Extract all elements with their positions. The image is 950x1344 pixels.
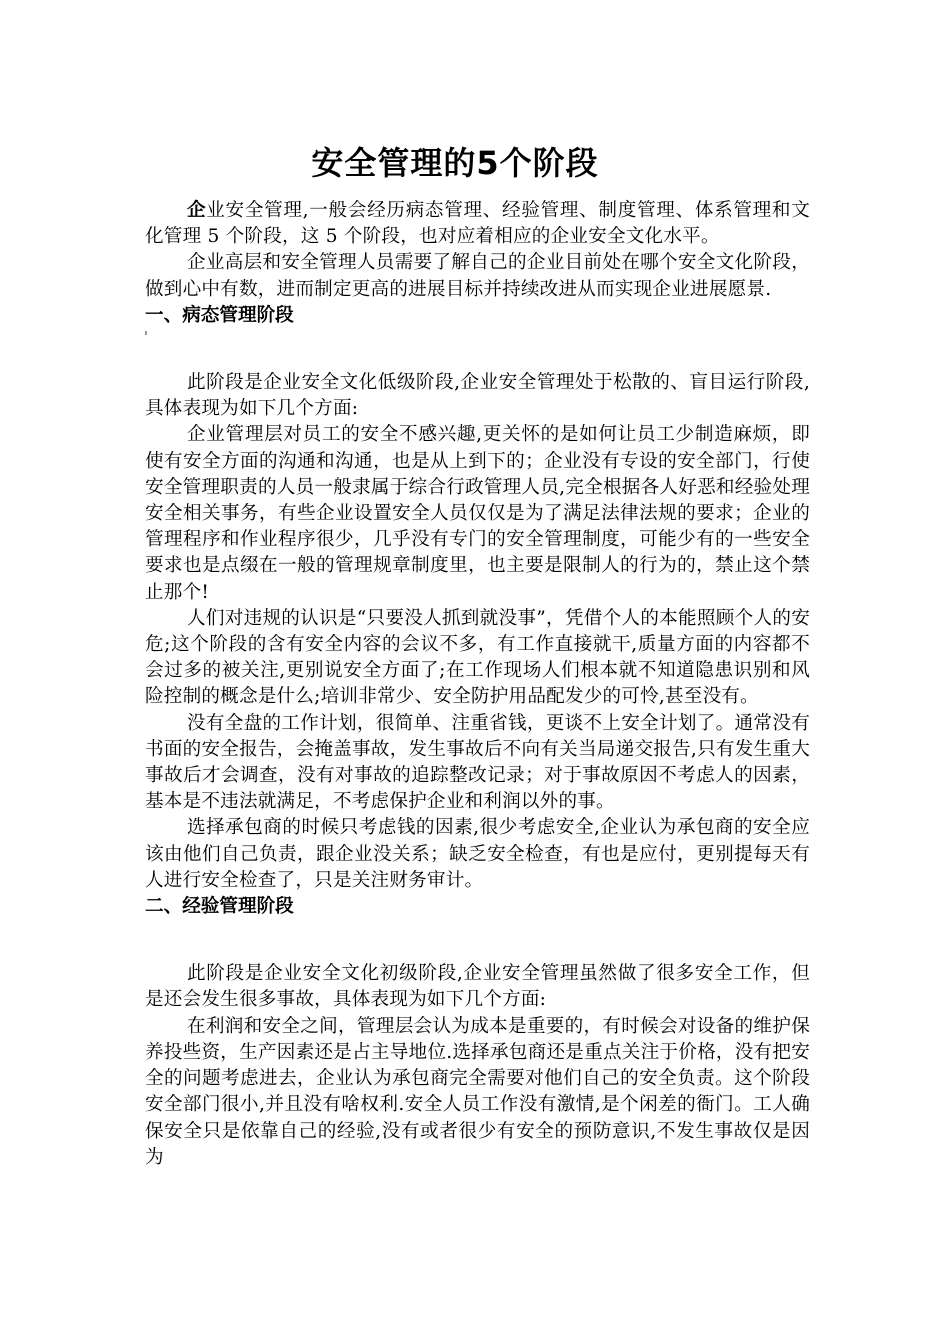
paragraph-mark — [145, 331, 147, 335]
section-paragraph: 人们对违规的认识是“只要没人抓到就没事”，凭借个人的本能照顾个人的安危;这个阶段的含有安全内容的会议不多，有工作直接就干,质量方面的内容都不会过多的被关注,更别说安全方面了;在工作现场人们根本就不知道隐患识别和风险控制的概念是什么;培训非常少、安全防护用品配发少的可怜,甚至没有。 — [145, 607, 810, 708]
section-paragraph: 企业管理层对员工的安全不感兴趣,更关怀的是如何让员工少制造麻烦，即使有安全方面的沟通和沟通，也是从上到下的；企业没有专设的安全部门，行使安全管理职责的人员一般隶属于综合行政管理人员,完全根据各人好恶和经验处理安全相关事务，有些企业设置安全人员仅仅是为了满足法律法规的要求；企业的管理程序和作业程序很少，几乎没有专门的安全管理制度，可能少有的一些安全要求也是点缀在一般的管理规章制度里，也主要是限制人的行为的，禁止这个禁止那个! — [145, 424, 810, 603]
section-pathological — [145, 303, 810, 894]
section-paragraph: 在利润和安全之间，管理层会认为成本是重要的，有时候会对设备的维护保养投些资，生产因素还是占主导地位.选择承包商还是重点关注于价格，没有把安全的问题考虑进去，企业认为承包商完全需要对他们自己的安全负责。这个阶段安全部门很小,并且没有啥权利.安全人员工作没有激情,是个闲差的衙门。工人确保安全只是依靠自己的经验,没有或者很少有安全的预防意识,不发生事故仅是因为 — [145, 1015, 810, 1168]
section-paragraph: 此阶段是企业安全文化低级阶段,企业安全管理处于松散的、盲目运行阶段,具体表现为如下几个方面: — [145, 372, 810, 420]
intro-paragraph: 企业高层和安全管理人员需要了解自己的企业目前处在哪个安全文化阶段，做到心中有数，进而制定更高的进展目标并持续改进从而实现企业进展愿景. — [145, 252, 810, 300]
section-heading: 二、经验管理阶段 — [145, 896, 294, 918]
section-heading: 一、病态管理阶段 — [145, 304, 294, 326]
intro-paragraph-text: 业安全管理,一般会经历病态管理、经验管理、制度管理、体系管理和文化管理 5 个阶段，这 5 个阶段，也对应着相应的企业安全文化水平。 — [145, 200, 810, 248]
intro-paragraph — [145, 198, 810, 250]
section-paragraph: 此阶段是企业安全文化初级阶段,企业安全管理虽然做了很多安全工作，但是还会发生很多事故，具体表现为如下几个方面: — [145, 963, 810, 1011]
intro-lead-char: 企 — [187, 200, 207, 221]
section-experience — [145, 894, 810, 1171]
document-body — [145, 198, 810, 1171]
section-spacer — [145, 329, 810, 370]
document-title: 安全管理的5个阶段 — [311, 144, 599, 183]
section-paragraph: 没有全盘的工作计划，很简单、注重省钱，更谈不上安全计划了。通常没有书面的安全报告，会掩盖事故，发生事故后不向有关当局递交报告,只有发生重大事故后才会调查，没有对事故的追踪整改记录；对于事故原因不考虑人的因素，基本是不违法就满足，不考虑保护企业和利润以外的事。 — [145, 712, 810, 813]
section-spacer — [145, 920, 810, 961]
section-paragraph: 选择承包商的时候只考虑钱的因素,很少考虑安全,企业认为承包商的安全应该由他们自己负责，跟企业没关系；缺乏安全检查，有也是应付，更别提每天有人进行安全检查了，只是关注财务审计。 — [145, 817, 810, 891]
